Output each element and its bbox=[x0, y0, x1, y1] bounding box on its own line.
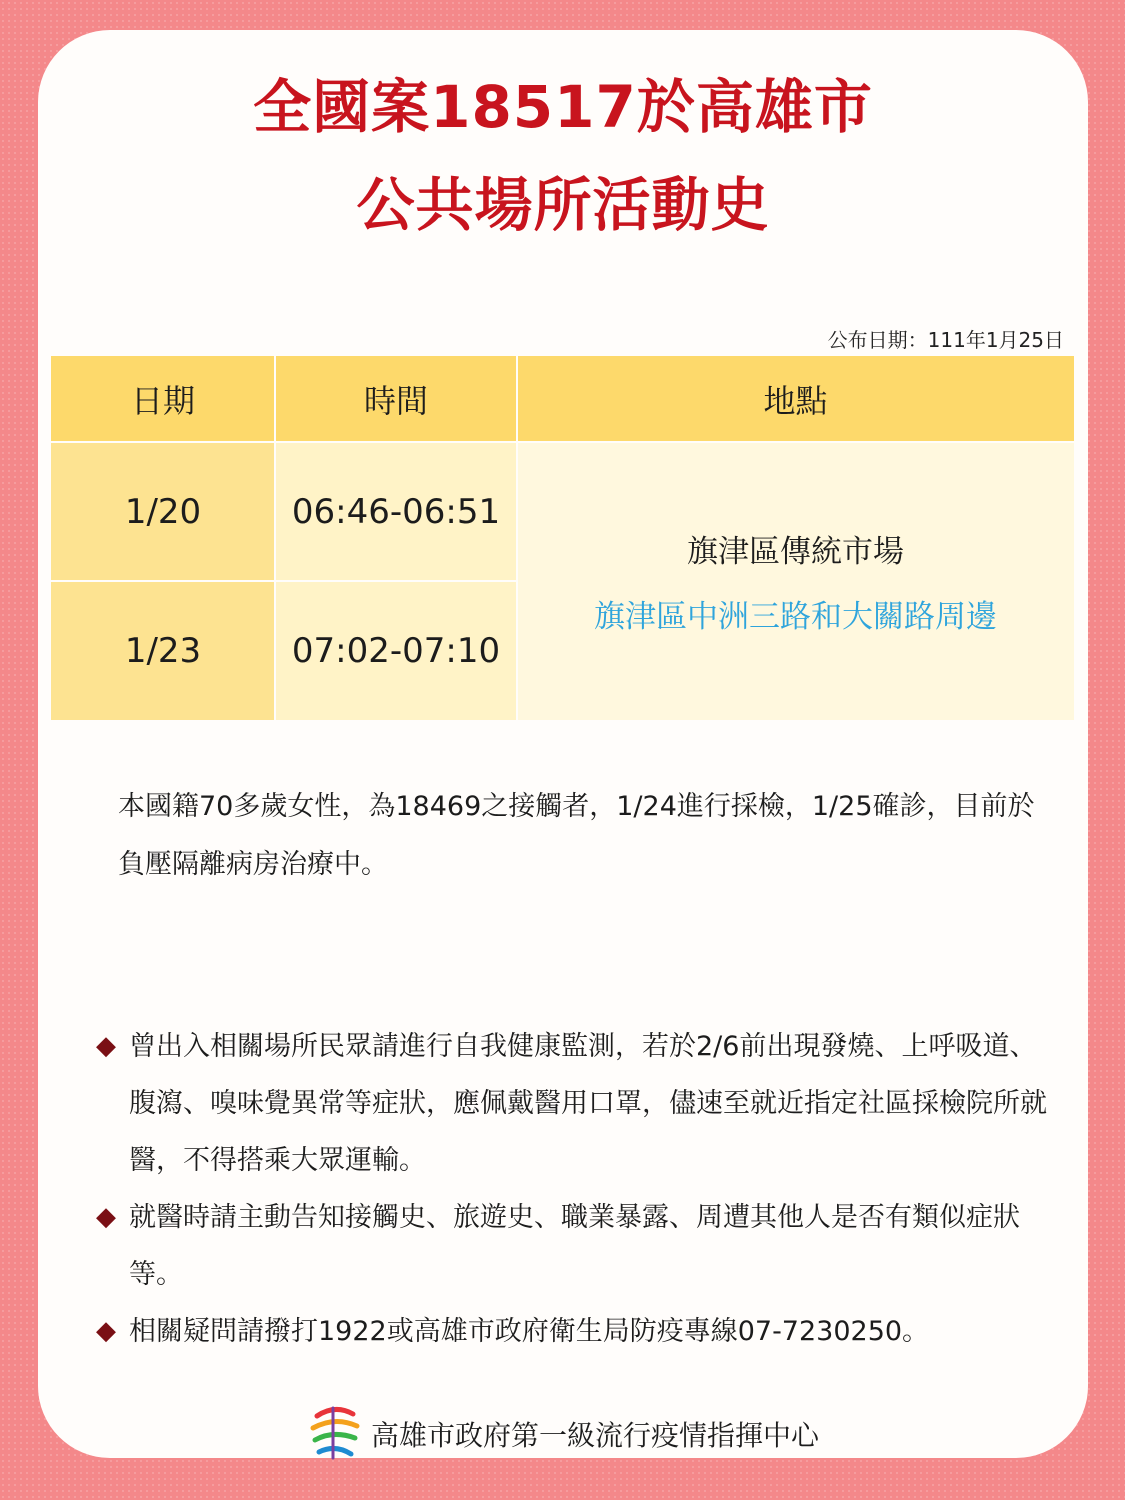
note-item bbox=[96, 1018, 1056, 1189]
title-line-2: 公共場所活動史 bbox=[356, 171, 770, 239]
footer-label: 高雄市政府第一級流行疫情指揮中心 bbox=[370, 1419, 819, 1452]
location-address: 旗津區中洲三路和大關路周邊 bbox=[594, 599, 997, 635]
row-1-time: 06:46-06:51 bbox=[275, 442, 517, 581]
table-divider bbox=[274, 356, 276, 720]
activity-table bbox=[51, 356, 1074, 720]
table-divider bbox=[516, 356, 518, 720]
note-item bbox=[96, 1189, 1056, 1303]
header-time: 時間 bbox=[275, 356, 517, 442]
location-name: 旗津區傳統市場 bbox=[687, 534, 904, 570]
diamond-bullet-icon: ◆ bbox=[96, 1316, 116, 1346]
publish-date: 公布日期：111年1月25日 bbox=[827, 328, 1064, 352]
table-divider bbox=[51, 580, 517, 582]
note-text: 就醫時請主動告知接觸史、旅遊史、職業暴露、周遭其他人是否有類似症狀等。 bbox=[129, 1202, 1020, 1290]
row-2-date: 1/23 bbox=[51, 581, 275, 720]
row-2-time: 07:02-07:10 bbox=[275, 581, 517, 720]
location-cell bbox=[517, 442, 1074, 720]
footer bbox=[38, 1402, 1088, 1466]
note-item bbox=[96, 1303, 1056, 1360]
kaohsiung-logo-icon bbox=[307, 1402, 363, 1466]
row-1-date: 1/20 bbox=[51, 442, 275, 581]
title-line-1: 全國案18517於高雄市 bbox=[253, 73, 873, 141]
header-date: 日期 bbox=[51, 356, 275, 442]
table-divider bbox=[51, 441, 1074, 443]
notice-card bbox=[38, 30, 1088, 1458]
case-description: 本國籍70多歲女性，為18469之接觸者，1/24進行採檢，1/25確診，目前於負壓隔離病房治療中。 bbox=[118, 791, 1035, 880]
header-location: 地點 bbox=[517, 356, 1074, 442]
diamond-bullet-icon: ◆ bbox=[96, 1202, 116, 1232]
note-text: 相關疑問請撥打1922或高雄市政府衛生局防疫專線07-7230250。 bbox=[129, 1316, 930, 1347]
diamond-bullet-icon: ◆ bbox=[96, 1031, 116, 1061]
note-text: 曾出入相關場所民眾請進行自我健康監測，若於2/6前出現發燒、上呼吸道、腹瀉、嗅味覺異常等症狀，應佩戴醫用口罩，儘速至就近指定社區採檢院所就醫，不得搭乘大眾運輸。 bbox=[129, 1031, 1047, 1176]
